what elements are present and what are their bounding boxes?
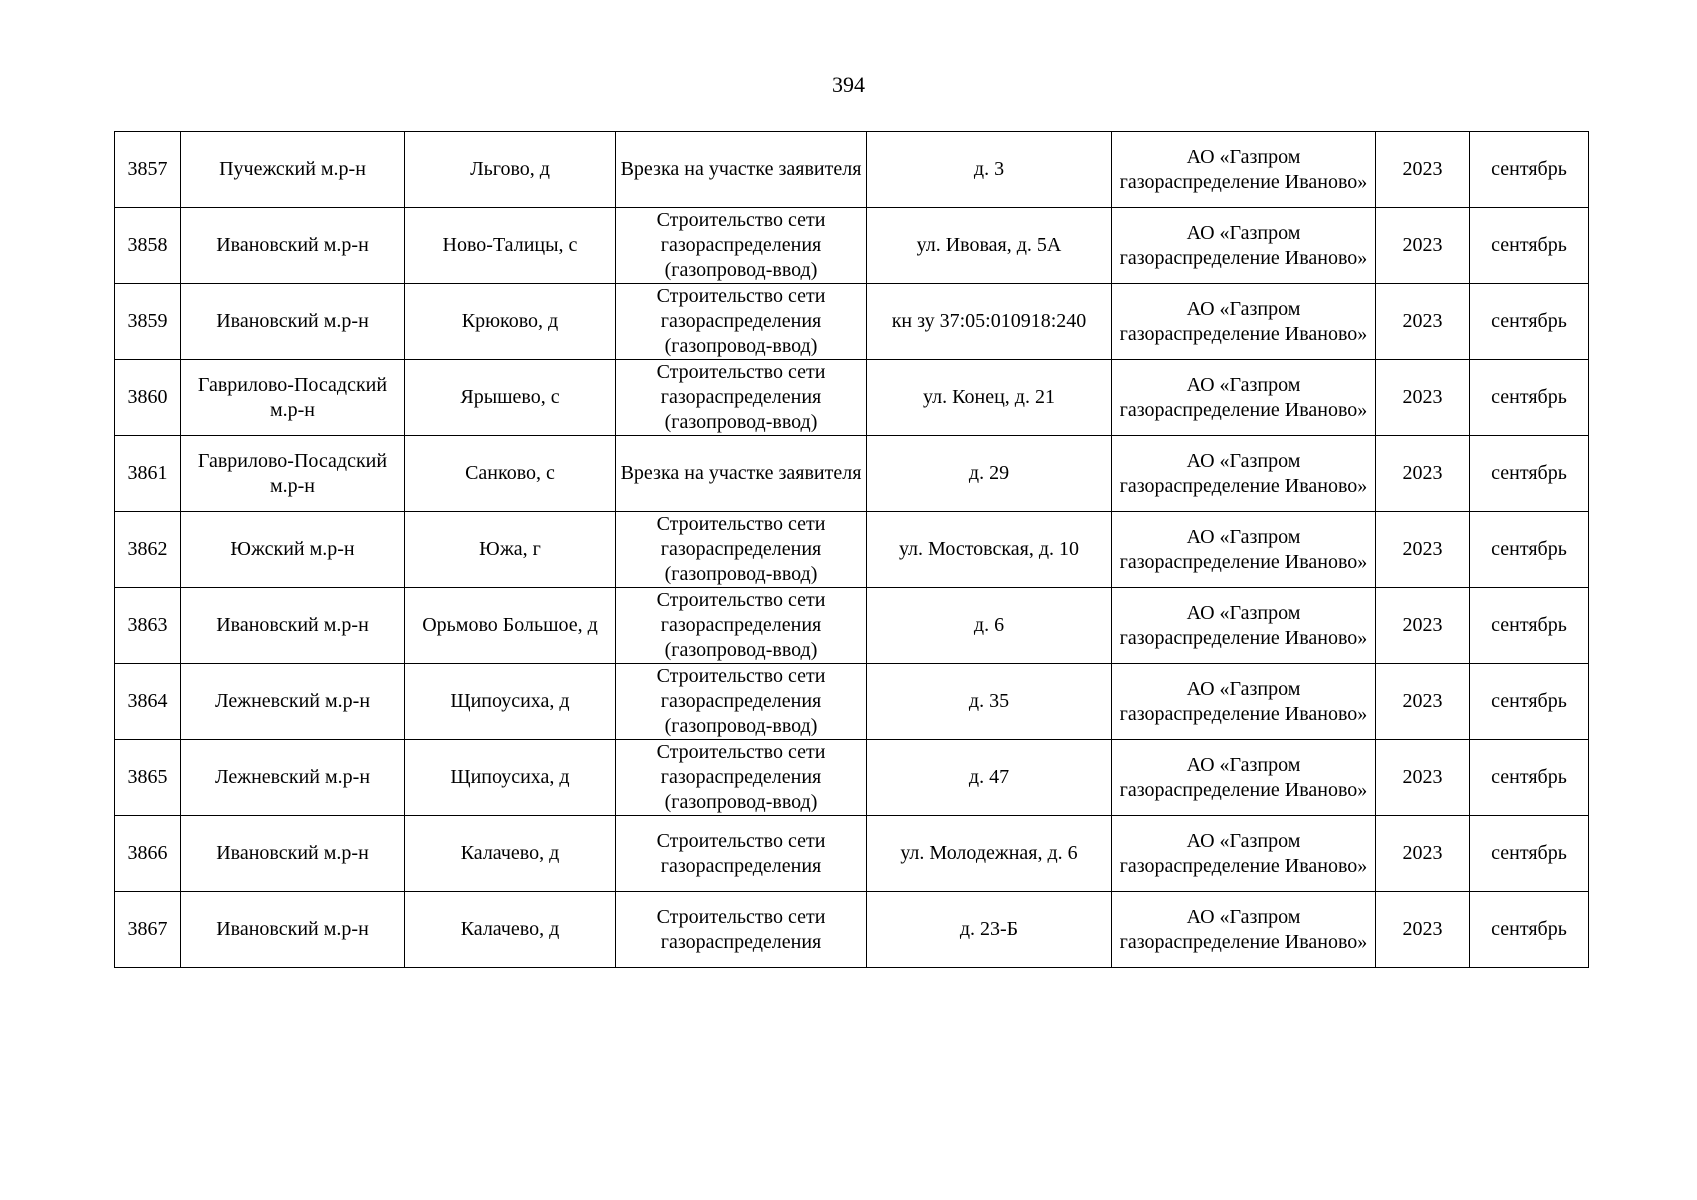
- settlement-cell: Санково, с: [405, 436, 616, 512]
- month-cell: сентябрь: [1470, 740, 1589, 816]
- work-type-cell: Врезка на участке заявителя: [616, 436, 867, 512]
- row-number-cell: 3859: [115, 284, 181, 360]
- settlement-cell: Орьмово Большое, д: [405, 588, 616, 664]
- address-cell: д. 23-Б: [867, 892, 1112, 968]
- work-type-cell: Строительство сети газораспределения (газопровод-ввод): [616, 208, 867, 284]
- table-row: [115, 664, 1589, 740]
- month-cell: сентябрь: [1470, 208, 1589, 284]
- work-type-cell: Врезка на участке заявителя: [616, 132, 867, 208]
- organization-cell: АО «Газпром газораспределение Иваново»: [1112, 208, 1376, 284]
- work-type-cell: Строительство сети газораспределения (газопровод-ввод): [616, 664, 867, 740]
- district-cell: Ивановский м.р-н: [181, 588, 405, 664]
- month-cell: сентябрь: [1470, 512, 1589, 588]
- organization-cell: АО «Газпром газораспределение Иваново»: [1112, 740, 1376, 816]
- row-number-cell: 3857: [115, 132, 181, 208]
- month-cell: сентябрь: [1470, 436, 1589, 512]
- table-row: [115, 512, 1589, 588]
- district-cell: Лежневский м.р-н: [181, 664, 405, 740]
- work-type-cell: Строительство сети газораспределения (газопровод-ввод): [616, 588, 867, 664]
- settlement-cell: Калачево, д: [405, 892, 616, 968]
- district-cell: Ивановский м.р-н: [181, 892, 405, 968]
- year-cell: 2023: [1376, 816, 1470, 892]
- row-number-cell: 3866: [115, 816, 181, 892]
- year-cell: 2023: [1376, 208, 1470, 284]
- registry-table: [114, 131, 1589, 968]
- year-cell: 2023: [1376, 284, 1470, 360]
- month-cell: сентябрь: [1470, 284, 1589, 360]
- organization-cell: АО «Газпром газораспределение Иваново»: [1112, 436, 1376, 512]
- year-cell: 2023: [1376, 892, 1470, 968]
- month-cell: сентябрь: [1470, 664, 1589, 740]
- month-cell: сентябрь: [1470, 816, 1589, 892]
- month-cell: сентябрь: [1470, 892, 1589, 968]
- district-cell: Лежневский м.р-н: [181, 740, 405, 816]
- year-cell: 2023: [1376, 740, 1470, 816]
- settlement-cell: Ярышево, с: [405, 360, 616, 436]
- year-cell: 2023: [1376, 360, 1470, 436]
- month-cell: сентябрь: [1470, 588, 1589, 664]
- district-cell: Гаврилово-Посадский м.р-н: [181, 360, 405, 436]
- row-number-cell: 3861: [115, 436, 181, 512]
- organization-cell: АО «Газпром газораспределение Иваново»: [1112, 588, 1376, 664]
- address-cell: ул. Конец, д. 21: [867, 360, 1112, 436]
- work-type-cell: Строительство сети газораспределения (газопровод-ввод): [616, 740, 867, 816]
- work-type-cell: Строительство сети газораспределения: [616, 816, 867, 892]
- settlement-cell: Щипоусиха, д: [405, 740, 616, 816]
- organization-cell: АО «Газпром газораспределение Иваново»: [1112, 816, 1376, 892]
- district-cell: Гаврилово-Посадский м.р-н: [181, 436, 405, 512]
- row-number-cell: 3867: [115, 892, 181, 968]
- address-cell: ул. Мостовская, д. 10: [867, 512, 1112, 588]
- row-number-cell: 3865: [115, 740, 181, 816]
- year-cell: 2023: [1376, 132, 1470, 208]
- settlement-cell: Южа, г: [405, 512, 616, 588]
- work-type-cell: Строительство сети газораспределения: [616, 892, 867, 968]
- year-cell: 2023: [1376, 512, 1470, 588]
- row-number-cell: 3864: [115, 664, 181, 740]
- row-number-cell: 3858: [115, 208, 181, 284]
- address-cell: д. 3: [867, 132, 1112, 208]
- address-cell: д. 6: [867, 588, 1112, 664]
- address-cell: ул. Ивовая, д. 5А: [867, 208, 1112, 284]
- settlement-cell: Калачево, д: [405, 816, 616, 892]
- organization-cell: АО «Газпром газораспределение Иваново»: [1112, 132, 1376, 208]
- row-number-cell: 3860: [115, 360, 181, 436]
- table-row: [115, 588, 1589, 664]
- year-cell: 2023: [1376, 588, 1470, 664]
- district-cell: Ивановский м.р-н: [181, 208, 405, 284]
- settlement-cell: Крюково, д: [405, 284, 616, 360]
- work-type-cell: Строительство сети газораспределения (газопровод-ввод): [616, 360, 867, 436]
- registry-table-body: [115, 132, 1589, 968]
- table-row: [115, 284, 1589, 360]
- address-cell: д. 35: [867, 664, 1112, 740]
- organization-cell: АО «Газпром газораспределение Иваново»: [1112, 664, 1376, 740]
- organization-cell: АО «Газпром газораспределение Иваново»: [1112, 512, 1376, 588]
- table-row: [115, 208, 1589, 284]
- row-number-cell: 3863: [115, 588, 181, 664]
- address-cell: ул. Молодежная, д. 6: [867, 816, 1112, 892]
- row-number-cell: 3862: [115, 512, 181, 588]
- work-type-cell: Строительство сети газораспределения (газопровод-ввод): [616, 512, 867, 588]
- page-number: 394: [832, 72, 865, 97]
- table-row: [115, 132, 1589, 208]
- table-row: [115, 740, 1589, 816]
- settlement-cell: Щипоусиха, д: [405, 664, 616, 740]
- settlement-cell: Льгово, д: [405, 132, 616, 208]
- month-cell: сентябрь: [1470, 360, 1589, 436]
- district-cell: Ивановский м.р-н: [181, 816, 405, 892]
- district-cell: Пучежский м.р-н: [181, 132, 405, 208]
- organization-cell: АО «Газпром газораспределение Иваново»: [1112, 892, 1376, 968]
- organization-cell: АО «Газпром газораспределение Иваново»: [1112, 284, 1376, 360]
- table-row: [115, 816, 1589, 892]
- address-cell: д. 47: [867, 740, 1112, 816]
- organization-cell: АО «Газпром газораспределение Иваново»: [1112, 360, 1376, 436]
- address-cell: кн зу 37:05:010918:240: [867, 284, 1112, 360]
- year-cell: 2023: [1376, 664, 1470, 740]
- table-row: [115, 892, 1589, 968]
- settlement-cell: Ново-Талицы, с: [405, 208, 616, 284]
- district-cell: Южский м.р-н: [181, 512, 405, 588]
- year-cell: 2023: [1376, 436, 1470, 512]
- work-type-cell: Строительство сети газораспределения (газопровод-ввод): [616, 284, 867, 360]
- address-cell: д. 29: [867, 436, 1112, 512]
- district-cell: Ивановский м.р-н: [181, 284, 405, 360]
- table-row: [115, 360, 1589, 436]
- month-cell: сентябрь: [1470, 132, 1589, 208]
- table-row: [115, 436, 1589, 512]
